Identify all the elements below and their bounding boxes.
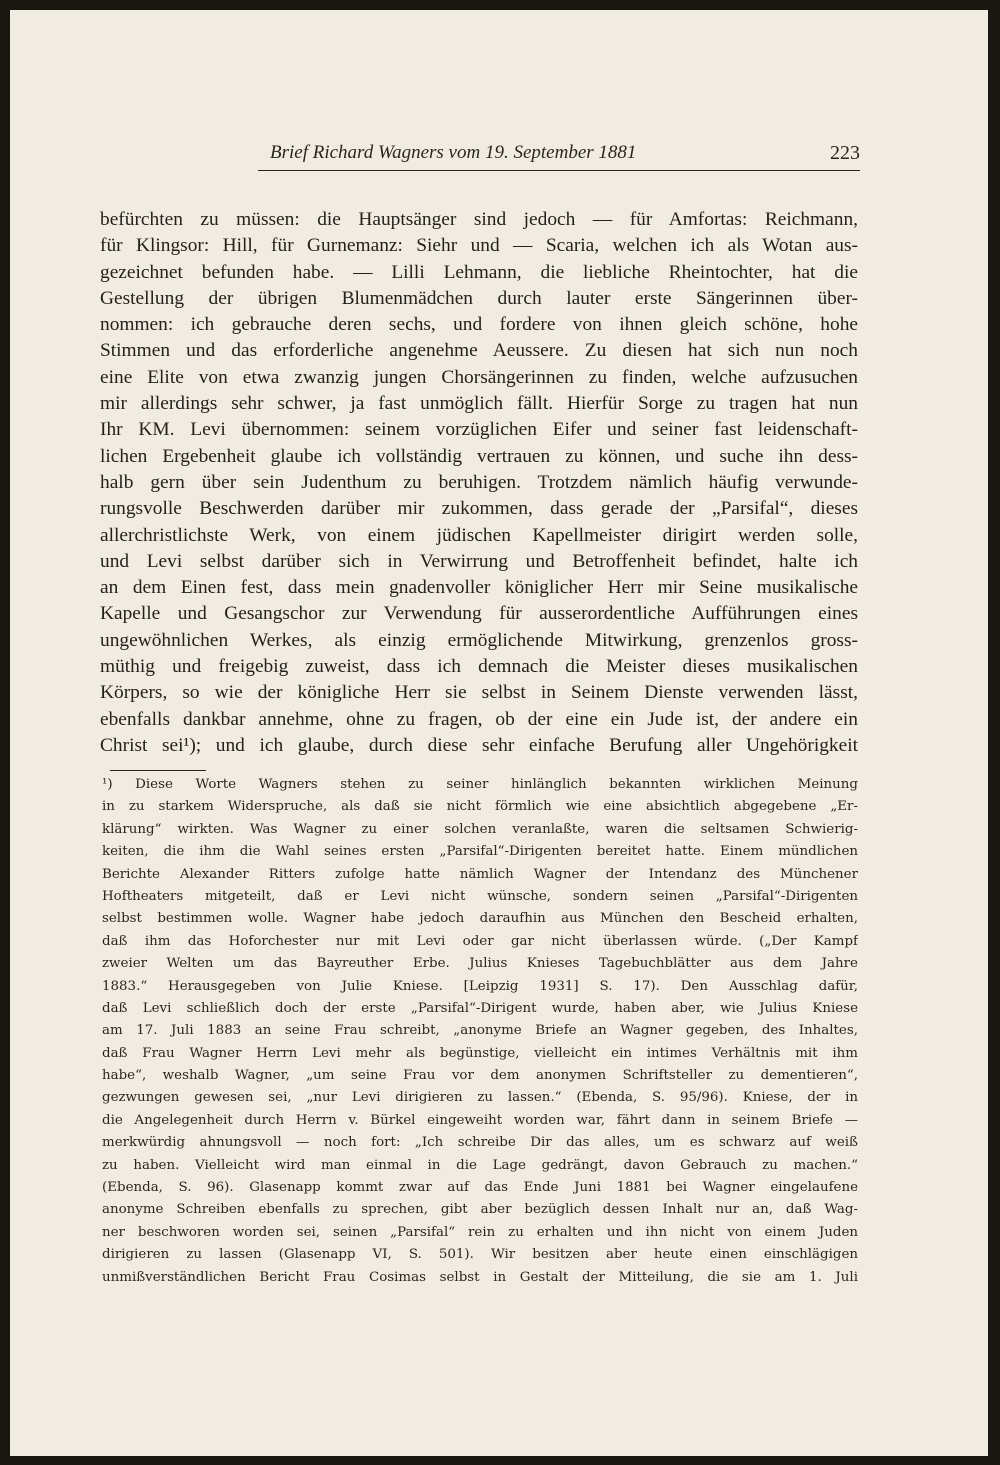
text-line: ungewöhnlichen Werkes, als einzig ermöglichende Mitwirkung, grenzenlos gross- [100, 629, 858, 651]
footnote-line: daß ihm das Hoforchester nur mit Levi oder gar nicht überlassen würde. („Der Kampf [102, 933, 858, 949]
text-line: ebenfalls dankbar annehme, ohne zu fragen, ob der eine ein Jude ist, der andere ein [100, 708, 858, 730]
text-line: eine Elite von etwa zwanzig jungen Chorsängerinnen zu finden, welche aufzusuchen [100, 366, 858, 388]
footnote-line: (Ebenda, S. 96). Glasenapp kommt zwar auf das Ende Juni 1881 bei Wagner eingelaufene [102, 1180, 858, 1196]
footnote-line: habe“, weshalb Wagner, „um seine Frau vor dem anonymen Schriftsteller zu dementieren“, [102, 1068, 858, 1084]
text-line: Christ sei¹); und ich glaube, durch diese sehr einfache Berufung aller Ungehörigkeit [100, 734, 858, 756]
footnote-line: zu haben. Vielleicht wird man einmal in die Lage gedrängt, davon Gebrauch zu machen.“ [102, 1157, 858, 1173]
footnote-line: die Angelegenheit durch Herrn v. Bürkel eingeweiht worden war, fährt dann in seinem Briefe — [102, 1112, 858, 1128]
text-line: müthig und freigebig zuweist, dass ich demnach die Meister dieses musikalischen [100, 656, 858, 678]
text-line: befürchten zu müssen: die Hauptsänger sind jedoch — für Amfortas: Reichmann, [100, 209, 858, 230]
footnote-line: daß Levi schließlich doch der erste „Parsifal“-Dirigent wurde, haben aber, wie Julius Kniese [102, 1000, 858, 1016]
footnote-text [102, 774, 858, 1289]
footnote-line: am 17. Juli 1883 an seine Frau schreibt, „anonyme Briefe an Wagner gegeben, des Inhaltes, [102, 1023, 858, 1039]
text-line: Ihr KM. Levi übernommen: seinem vorzüglichen Eifer und seiner fast leidenschaft- [100, 419, 858, 441]
footnote-line: klärung“ wirkten. Was Wagner zu einer solchen veranlaßte, waren die seltsamen Schwierig- [102, 821, 858, 837]
text-line: Körpers, so wie der königliche Herr sie selbst in Seinem Dienste verwenden lässt, [100, 682, 858, 704]
text-line: gezeichnet befunden habe. — Lilli Lehmann, die liebliche Rheintochter, hat die [100, 261, 858, 283]
text-line: halb gern über sein Judenthum zu beruhigen. Trotzdem nämlich häufig verwunde- [100, 471, 858, 493]
footnote-line: ner beschworen worden sei, seinen „Parsifal“ rein zu erhalten und ihn nicht von einem Juden [102, 1224, 858, 1240]
book-page [10, 10, 988, 1456]
footnote-line: unmißverständlichen Bericht Frau Cosimas selbst in Gestalt der Mitteilung, die sie am 1. Juli [102, 1269, 858, 1285]
footnote-line: zweier Welten um das Bayreuther Erbe. Julius Knieses Tagebuchblätter aus dem Jahre [102, 956, 858, 972]
running-title: Brief Richard Wagners vom 19. September 1881 [270, 142, 637, 163]
footnote-line: 1883.“ Herausgegeben von Julie Kniese. [Leipzig 1931] S. 17). Den Ausschlag dafür, [102, 978, 858, 994]
text-line: rungsvolle Beschwerden darüber mir zukommen, dass gerade der „Parsifal“, dieses [100, 498, 858, 520]
text-line: lichen Ergebenheit glaube ich vollständig vertrauen zu können, und suche ihn dess- [100, 445, 858, 467]
main-text [100, 207, 858, 759]
footnote-line: merkwürdig ahnungsvoll — noch fort: „Ich schreibe Dir das alles, um es schwarz auf weiß [102, 1135, 858, 1151]
footnote-line: Berichte Alexander Ritters zufolge hatte nämlich Wagner der Intendanz des Münchener [102, 866, 858, 882]
text-line: Kapelle und Gesangschor zur Verwendung für ausserordentliche Aufführungen eines [100, 603, 858, 625]
text-line: mir allerdings sehr schwer, ja fast unmöglich fällt. Hierfür Sorge zu tragen hat nun [100, 393, 858, 415]
text-line: Gestellung der übrigen Blumenmädchen durch lauter erste Sängerinnen über- [100, 287, 858, 309]
footnote-line: dirigieren zu lassen (Glasenapp VI, S. 501). Wir besitzen aber heute einen einschlägigen [102, 1247, 858, 1263]
text-line: nommen: ich gebrauche deren sechs, und fordere von ihnen gleich schöne, hohe [100, 314, 858, 336]
footnote-line: ¹) Diese Worte Wagners stehen zu seiner hinlänglich bekannten wirklichen Meinung [102, 777, 858, 792]
text-line: an dem Einen fest, dass mein gnadenvoller königlicher Herr mir Seine musikalische [100, 577, 858, 599]
footnote-line: anonyme Schreiben ebenfalls zu sprechen, gibt aber bezüglich dessen Inhalt nur an, daß Wag- [102, 1202, 858, 1218]
page-number: 223 [830, 142, 860, 164]
footnote-line: Hoftheaters mitgeteilt, daß er Levi nicht wünsche, sondern seinen „Parsifal“-Dirigenten [102, 888, 858, 904]
footnote-rule [110, 770, 206, 771]
footnote-line: daß Frau Wagner Herrn Levi mehr als begünstige, vielleicht ein intimes Verhältnis mit ihm [102, 1045, 858, 1061]
text-line: allerchristlichste Werk, von einem jüdischen Kapellmeister dirigirt werden solle, [100, 524, 858, 546]
running-header [258, 140, 860, 171]
text-line: Stimmen und das erforderliche angenehme Aeussere. Zu diesen hat sich nun noch [100, 340, 858, 362]
footnote-line: selbst bestimmen wolle. Wagner habe jedoch daraufhin aus München den Bescheid erhalten, [102, 911, 858, 927]
text-line: und Levi selbst darüber sich in Verwirrung und Betroffenheit befindet, halte ich [100, 550, 858, 572]
footnote-line: in zu starkem Widerspruche, als daß sie nicht förmlich wie eine absichtlich abgegebene „Er- [102, 799, 858, 815]
text-line: für Klingsor: Hill, für Gurnemanz: Siehr und — Scaria, welchen ich als Wotan aus- [100, 235, 858, 257]
footnote-line: gezwungen gewesen sei, „nur Levi dirigieren zu lassen.“ (Ebenda, S. 95/96). Kniese, der in [102, 1090, 858, 1106]
footnote-line: keiten, die ihm die Wahl seines ersten „Parsifal“-Dirigenten bereitet hatte. Einem mündlichen [102, 844, 858, 860]
